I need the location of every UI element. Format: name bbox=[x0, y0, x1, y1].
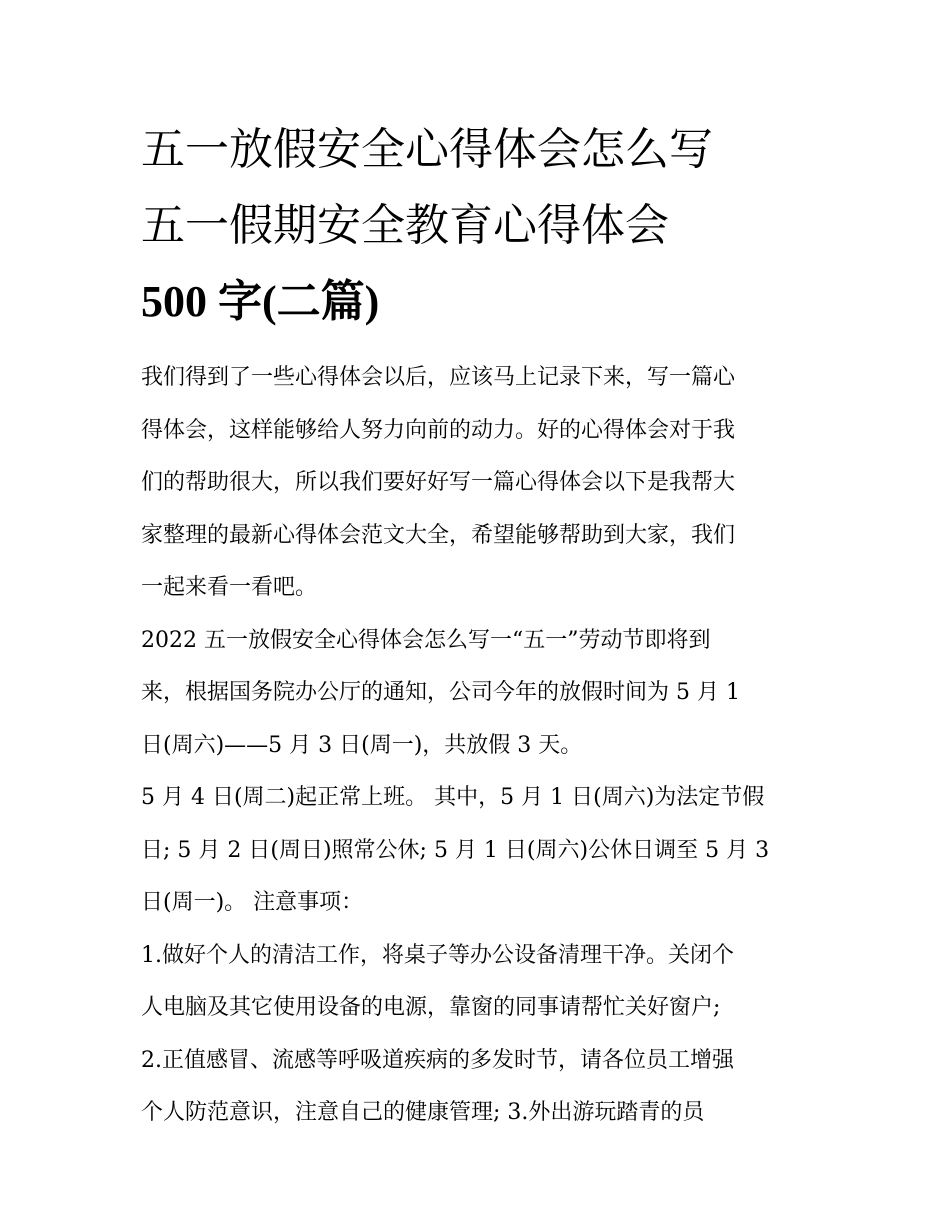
document-page bbox=[141, 112, 821, 1140]
body-line: 日(周六)——5 月 3 日(周一)，共放假 3 天。 bbox=[141, 732, 583, 758]
body-line: 一起来看一看吧。 bbox=[141, 575, 318, 600]
body-line: 家整理的最新心得体会范文大全，希望能够帮助到大家，我们 bbox=[141, 522, 736, 548]
title-line-1: 五一放假安全心得体会怎么写 bbox=[141, 124, 713, 175]
document-body bbox=[141, 352, 821, 1140]
title-line-3-text: 500 字(二篇) bbox=[141, 277, 380, 326]
body-line: 人电脑及其它使用设备的电源，靠窗的同事请帮忙关好窗户; bbox=[141, 995, 721, 1020]
body-line: 5 月 4 日(周二)起正常上班。 其中，5 月 1 日(周六)为法定节假 bbox=[141, 785, 765, 810]
body-line: 日; 5 月 2 日(周日)照常公休; 5 月 1 日(周六)公休日调至 5 月 3 bbox=[141, 837, 770, 863]
body-line: 1.做好个人的清洁工作，将桌子等办公设备清理干净。关闭个 bbox=[141, 942, 734, 968]
body-line: 来，根据国务院办公厅的通知，公司今年的放假时间为 5 月 1 bbox=[141, 680, 740, 705]
body-line: 我们得到了一些心得体会以后，应该马上记录下来，写一篇心 bbox=[141, 365, 736, 390]
body-line: 2.正值感冒、流感等呼吸道疾病的多发时节，请各位员工增强 bbox=[141, 1047, 734, 1073]
body-line: 个人防范意识，注意自己的健康管理; 3.外出游玩踏青的员 bbox=[141, 1100, 705, 1125]
body-line: 日(周一)。 注意事项： bbox=[141, 890, 364, 915]
body-line: 2022 五一放假安全心得体会怎么写一“五一”劳动节即将到 bbox=[141, 627, 711, 653]
title-line-3 bbox=[141, 264, 821, 340]
title-line-2: 五一假期安全教育心得体会 bbox=[141, 200, 669, 251]
body-line: 得体会，这样能够给人努力向前的动力。好的心得体会对于我 bbox=[141, 417, 736, 443]
document-title bbox=[141, 112, 821, 340]
body-line: 们的帮助很大，所以我们要好好写一篇心得体会以下是我帮大 bbox=[141, 470, 736, 495]
